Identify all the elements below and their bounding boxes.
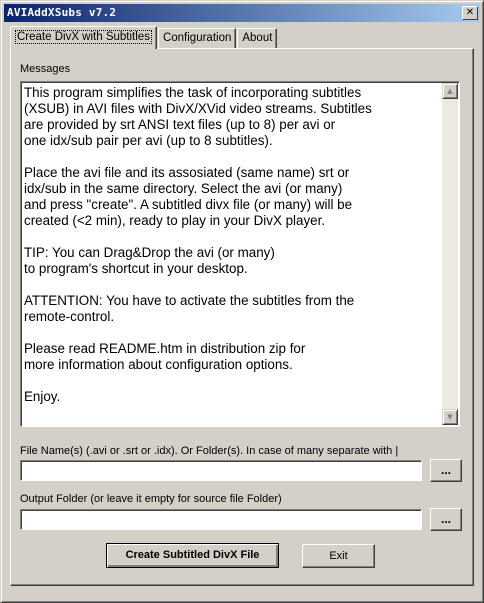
scroll-up-button[interactable] [442,83,458,99]
scroll-down-button[interactable] [442,409,458,425]
close-icon: ✕ [465,7,475,18]
output-folder-input[interactable] [20,509,422,530]
messages-scrollbar[interactable] [442,83,458,425]
tab-label: Configuration [162,32,232,44]
file-name-label: File Name(s) (.avi or .srt or .idx). Or Folder(s). In case of many separate with | [20,445,399,457]
file-name-input[interactable] [20,460,422,481]
exit-button[interactable]: Exit [302,544,375,568]
output-folder-label: Output Folder (or leave it empty for source file Folder) [20,493,282,505]
window-title: AVIAddXSubs v7.2 [7,6,117,19]
tab-configuration[interactable] [158,28,236,48]
tab-create-divx[interactable] [10,26,157,49]
title-bar[interactable] [4,4,480,22]
tab-label: Create DivX with Subtitles [17,31,150,43]
tab-strip [10,28,278,48]
close-button[interactable] [462,6,478,20]
tab-label: About [242,32,273,44]
messages-textarea[interactable] [20,81,460,427]
browse-output-button[interactable]: ... [430,508,462,531]
tab-about[interactable] [237,28,277,48]
messages-text: This program simplifies the task of incorporating subtitles (XSUB) in AVI files with DivX/XVid video streams. Subtitles are provided by srt ANSI text files (up to 8) per avi or one idx/sub pair per avi (up to 8 subtitles). Place the avi file and its assosiated (same name) srt or idx/sub in the same directory. Select the avi (or many) and press "create". A subtitled divx file (or many) will be created (<2 min), ready to play in your DivX player. TIP: You can Drag&Drop the avi (or many) to program's shortcut in your desktop. ATTENTION: You have to activate the subtitles from the remote-control. Please read README.htm in distribution zip for more information about configuration options. Enjoy. [24,85,372,404]
browse-files-button[interactable]: ... [430,459,462,482]
arrow-up-icon: ▲ [447,87,453,95]
arrow-down-icon: ▼ [447,413,453,421]
create-divx-button[interactable]: Create Subtitled DivX File [106,543,279,568]
messages-label: Messages [20,63,71,75]
